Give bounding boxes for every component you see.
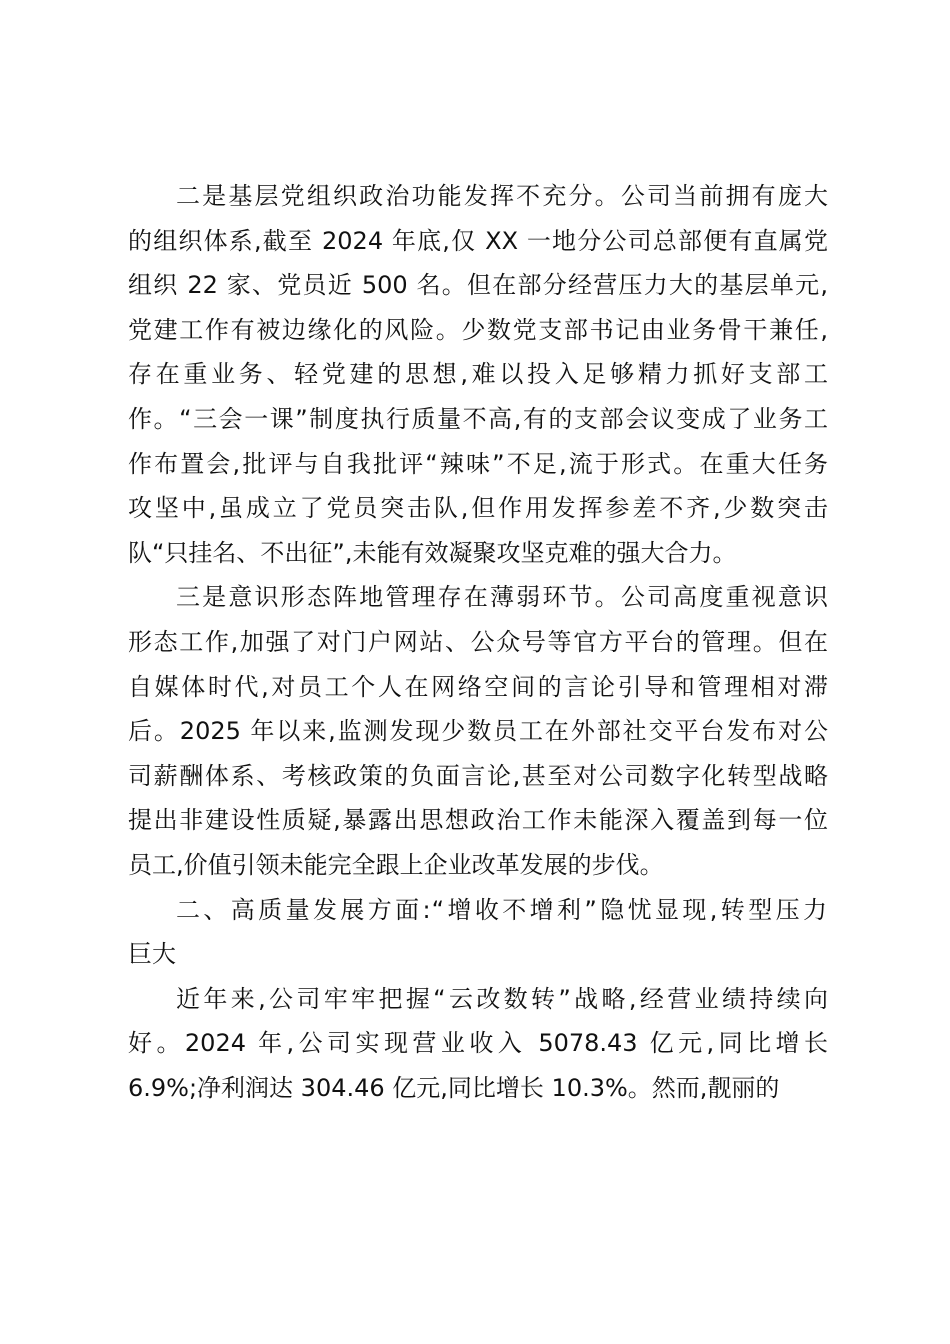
text-line: 近年来,公司牢牢把握“云改数转”战略,经营业绩持续向: [176, 984, 828, 1013]
text-line: 组织 22 家、党员近 500 名。但在部分经营压力大的基层单元,: [128, 271, 828, 300]
text-line: 提出非建设性质疑,暴露出思想政治工作未能深入覆盖到每一位: [128, 806, 828, 835]
text-line: 后。2025 年以来,监测发现少数员工在外部社交平台发布对公: [128, 717, 828, 746]
section-heading: [128, 888, 828, 977]
paragraph-ideology: [128, 575, 828, 887]
text-line: 作。“三会一课”制度执行质量不高,有的支部会议变成了业务工: [128, 404, 828, 433]
text-line: 司薪酬体系、考核政策的负面言论,甚至对公司数字化转型战略: [128, 761, 828, 790]
text-line: 好。2024 年,公司实现营业收入 5078.43 亿元,同比增长: [128, 1029, 828, 1058]
text-line: 存在重业务、轻党建的思想,难以投入足够精力抓好支部工: [128, 360, 828, 389]
text-line: 自媒体时代,对员工个人在网络空间的言论引导和管理相对滞: [128, 672, 828, 701]
text-line: 队“只挂名、不出征”,未能有效凝聚攻坚克难的强大合力。: [128, 538, 737, 567]
text-line: 作布置会,批评与自我批评“辣味”不足,流于形式。在重大任务: [128, 449, 828, 478]
text-line: 6.9%;净利润达 304.46 亿元,同比增长 10.3%。然而,靓丽的: [128, 1073, 780, 1102]
document-body: [128, 174, 828, 1110]
text-line: 形态工作,加强了对门户网站、公众号等官方平台的管理。但在: [128, 627, 828, 656]
paragraph-party-organization: [128, 174, 828, 575]
text-line: 三是意识形态阵地管理存在薄弱环节。公司高度重视意识: [176, 583, 828, 612]
text-line: 员工,价值引领未能完全跟上企业改革发展的步伐。: [128, 850, 664, 879]
heading-line: 巨大: [128, 940, 176, 969]
text-line: 二是基层党组织政治功能发挥不充分。公司当前拥有庞大: [176, 182, 828, 210]
paragraph-performance: [128, 977, 828, 1111]
heading-line: 二、高质量发展方面:“增收不增利”隐忧显现,转型压力: [176, 895, 828, 924]
text-line: 攻坚中,虽成立了党员突击队,但作用发挥参差不齐,少数突击: [128, 494, 828, 523]
text-line: 的组织体系,截至 2024 年底,仅 XX 一地分公司总部便有直属党: [128, 226, 828, 255]
text-line: 党建工作有被边缘化的风险。少数党支部书记由业务骨干兼任,: [128, 315, 828, 344]
